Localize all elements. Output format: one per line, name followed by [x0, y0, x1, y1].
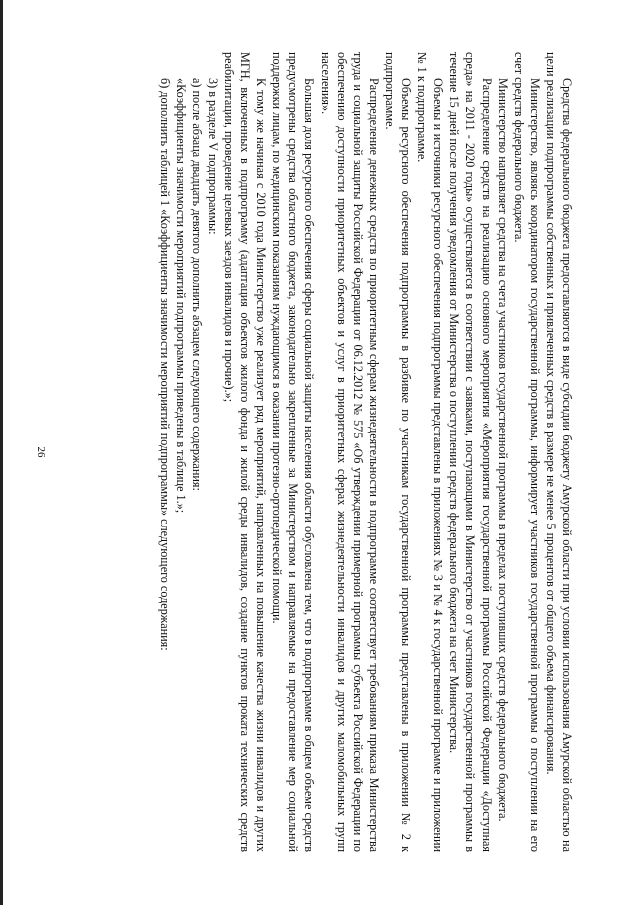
- list-item: а) после абзаца двадцать девятого дополнить абзацем следующего содержания:: [189, 78, 204, 491]
- paragraph: Распределение средств на реализацию основного мероприятия «Мероприятия государственной программы Российской Федерации «Доступная среда» на 2011 - 2020 годы» осуществляется в соответствии с заявками, поступающими в Министерство от участников государственной программы в течение 15 дней после получения уведомления от Министерства о поступлении средств федерального бюджета на счет Министерства.: [447, 52, 494, 852]
- paragraph: Большая доля ресурсного обеспечения сферы социальной защиты населения области обусловлена тем, что в подпрограмме в общем объеме средств предусмотрены средства областного бюджета, законодательно закрепленные за Министерством и направляемые на предоставление мер социальной поддержки лицам, по медицинским показаниям нуждающимся в оказании протезно-ортопедической помощи.: [270, 52, 317, 852]
- paragraph: Объемы и источники ресурсного обеспечения подпрограммы представлены в приложениях № 3 и № 4 к государственной программе и приложении № 1 к подпрограмме.: [415, 52, 446, 852]
- paragraph: Средства федерального бюджета предоставляются в виде субсидии бюджету Амурской области при условии использования Амурской областью на цели реализации подпрограммы собственных и привлеченных средств в размере не менее 5 процентов от общего объема финансирования.: [543, 52, 574, 852]
- document-body: [63, 52, 575, 852]
- list-item: «Коэффициенты значимости мероприятий подпрограммы приведены в таблице 1.»;: [173, 78, 188, 514]
- paragraph: Министерство, являясь координатором государственной программы, информирует участников государственной программы о поступлении на его счет средств федерального бюджета.: [511, 52, 542, 852]
- paragraph: К тому же начиная с 2010 года Министерство уже реализует ряд мероприятий, направленных на повышение качества жизни инвалидов и других МГН, включенных в подпрограмму (адаптация объектов жилого фонда и жилой среды инвалидов, создание пунктов проката технических средств реабилитации, проведение целевых заездов инвалидов и прочие).»;: [222, 52, 269, 852]
- scan-border: [0, 0, 3, 905]
- paragraph: Объемы ресурсного обеспечения подпрограммы в разбивке по участникам государственной программы представлены в приложении № 2 к подпрограмме.: [382, 52, 414, 852]
- page-number: 26: [35, 446, 47, 458]
- list-item: б) дополнить таблицей 1 «Коэффициенты значимости мероприятий подпрограммы» следующего содержания:: [157, 78, 172, 651]
- paragraph: Распределение денежных средств по приоритетным сферам жизнедеятельности в подпрограмме соответствует требованиям приказа Министерства труда и социальной защиты Российской Федерации от 06.12.2012 № 575 «Об утверждении примерной программы субъекта Российской Федерации по обеспечению доступности приоритетных объектов и услуг в приоритетных сферах жизнедеятельности инвалидов и других маломобильных групп населения».: [318, 52, 381, 852]
- list-item: 3) в разделе V подпрограммы:: [205, 78, 220, 235]
- paragraph: Министерство направляет средства на счета участников государственной программы в пределах поступивших средств федерального бюджета.: [495, 78, 510, 822]
